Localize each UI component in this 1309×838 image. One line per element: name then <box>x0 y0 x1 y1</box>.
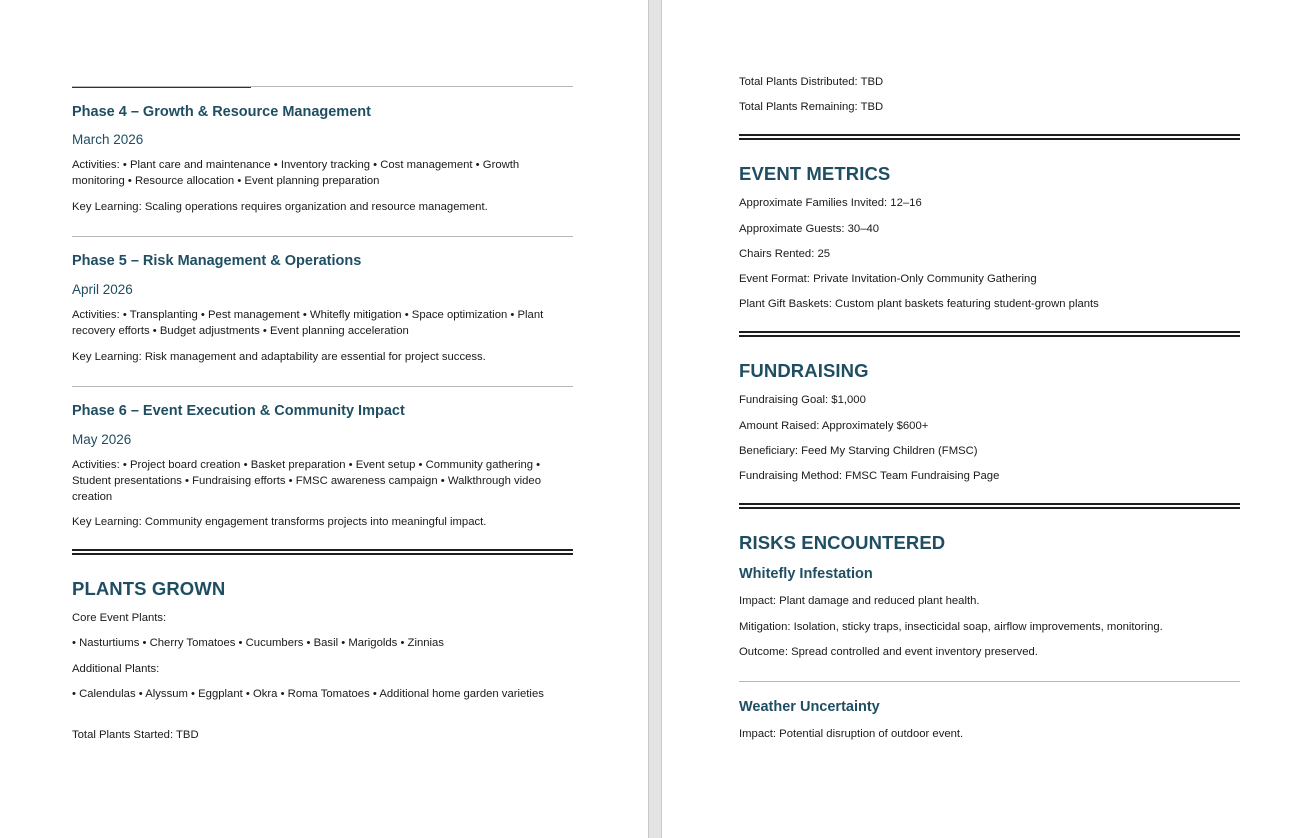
total-plants-started: Total Plants Started: TBD <box>72 729 199 741</box>
phase-4-learning: Key Learning: Scaling operations requires organization and resource management. <box>72 201 488 213</box>
phase-5-activities: Activities: • Transplanting • Pest management • Whitefly mitigation • Space optimization • Plant recovery efforts • Budget adjustments • Event planning acceleration <box>72 309 544 337</box>
metric-item: Plant Gift Baskets: Custom plant baskets featuring student-grown plants <box>739 298 1099 310</box>
metric-item: Approximate Guests: 30–40 <box>739 223 880 235</box>
additional-plants-label: Additional Plants: <box>72 663 160 675</box>
phase-4-activities: Activities: • Plant care and maintenance • Inventory tracking • Cost management • Growth monitoring • Resource allocation • Event planning preparation <box>72 159 520 187</box>
fundraising-item: Beneficiary: Feed My Starving Children (FMSC) <box>739 445 978 457</box>
section-double-divider <box>739 134 1240 140</box>
page-content <box>739 0 1240 838</box>
phase-4-date: March 2026 <box>72 132 144 147</box>
fundraising-item: Fundraising Goal: $1,000 <box>739 394 866 406</box>
section-divider <box>72 86 573 87</box>
metric-item: Chairs Rented: 25 <box>739 248 831 260</box>
section-divider <box>739 681 1240 682</box>
plants-grown-heading: PLANTS GROWN <box>72 578 226 599</box>
core-plants-label: Core Event Plants: <box>72 612 167 624</box>
weather-impact: Impact: Potential disruption of outdoor event. <box>739 728 964 740</box>
phase-5-date: April 2026 <box>72 282 133 297</box>
metric-item: Approximate Families Invited: 12–16 <box>739 197 922 209</box>
metric-item: Event Format: Private Invitation-Only Community Gathering <box>739 273 1037 285</box>
section-double-divider <box>72 549 573 555</box>
section-divider <box>72 386 573 387</box>
document-page-left <box>0 0 648 838</box>
document-page-right <box>662 0 1309 838</box>
phase-4-title: Phase 4 – Growth & Resource Management <box>72 104 371 120</box>
page-content <box>72 0 573 838</box>
phase-5-learning: Key Learning: Risk management and adaptability are essential for project success. <box>72 351 486 363</box>
whitefly-subheading: Whitefly Infestation <box>739 566 873 582</box>
fundraising-item: Fundraising Method: FMSC Team Fundraising Page <box>739 470 1000 482</box>
total-plants-distributed: Total Plants Distributed: TBD <box>739 76 884 88</box>
phase-5-title: Phase 5 – Risk Management & Operations <box>72 253 362 269</box>
phase-6-activities: Activities: • Project board creation • Basket preparation • Event setup • Community gathering • Student presentations • Fundraising efforts • FMSC awareness campaign • Walkthrough video creation <box>72 459 541 503</box>
core-plants-list: • Nasturtiums • Cherry Tomatoes • Cucumbers • Basil • Marigolds • Zinnias <box>72 637 444 649</box>
whitefly-mitigation: Mitigation: Isolation, sticky traps, insecticidal soap, airflow improvements, monitoring. <box>739 621 1163 633</box>
weather-subheading: Weather Uncertainty <box>739 699 880 715</box>
fundraising-heading: FUNDRAISING <box>739 360 869 381</box>
whitefly-outcome: Outcome: Spread controlled and event inventory preserved. <box>739 646 1038 658</box>
section-double-divider <box>739 331 1240 337</box>
short-divider <box>72 87 251 88</box>
total-plants-remaining: Total Plants Remaining: TBD <box>739 101 884 113</box>
section-double-divider <box>739 503 1240 509</box>
phase-6-date: May 2026 <box>72 432 132 447</box>
page-gutter <box>648 0 662 838</box>
additional-plants-list: • Calendulas • Alyssum • Eggplant • Okra • Roma Tomatoes • Additional home garden varieties <box>72 688 544 700</box>
risks-heading: RISKS ENCOUNTERED <box>739 532 946 553</box>
phase-6-learning: Key Learning: Community engagement transforms projects into meaningful impact. <box>72 516 487 528</box>
section-divider <box>72 236 573 237</box>
phase-6-title: Phase 6 – Event Execution & Community Impact <box>72 403 405 419</box>
event-metrics-heading: EVENT METRICS <box>739 163 891 184</box>
whitefly-impact: Impact: Plant damage and reduced plant health. <box>739 595 980 607</box>
fundraising-item: Amount Raised: Approximately $600+ <box>739 420 929 432</box>
